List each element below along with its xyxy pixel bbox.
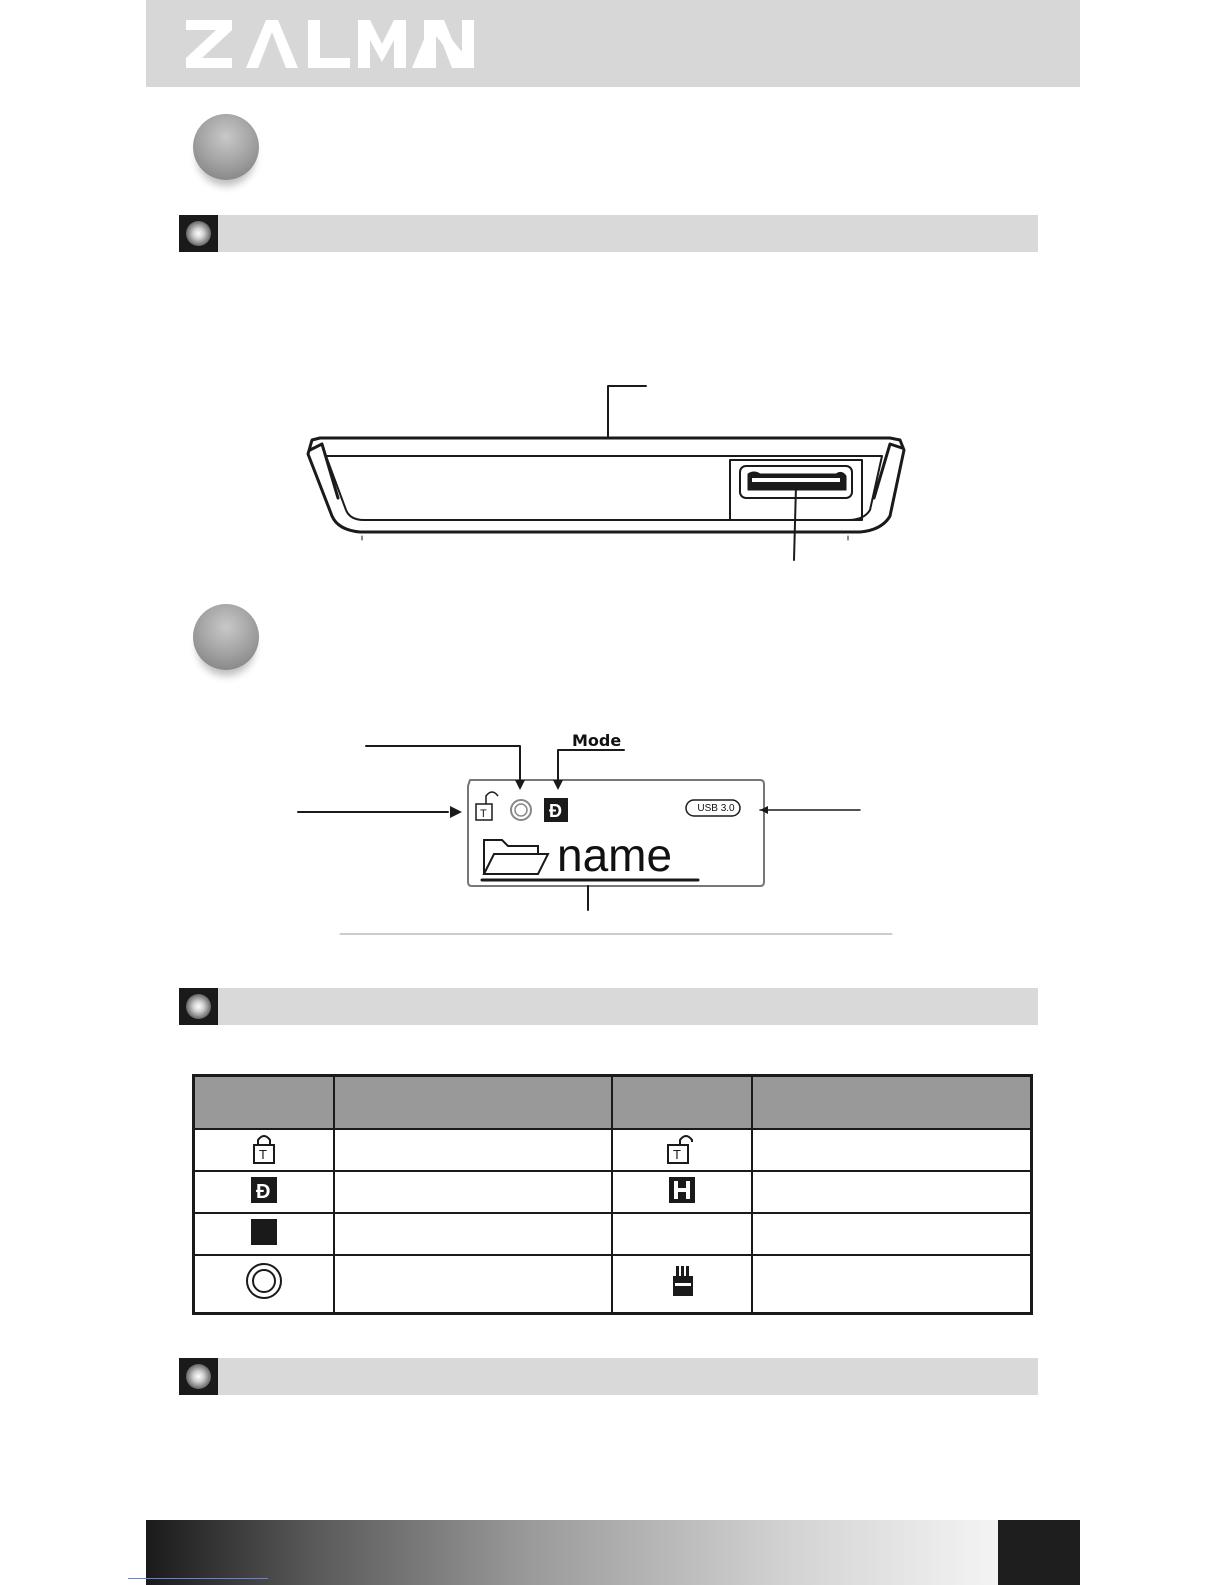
svg-text:T: T xyxy=(673,1146,682,1162)
section-bar-3 xyxy=(179,1358,1038,1395)
table-cell-icon xyxy=(194,1129,334,1171)
table-cell-text xyxy=(334,1129,613,1171)
table-cell-icon xyxy=(612,1129,751,1171)
table-cell-text xyxy=(752,1171,1032,1213)
table-cell-text xyxy=(334,1255,613,1313)
section-bullet-sphere xyxy=(193,114,259,180)
table-cell-icon xyxy=(612,1171,751,1213)
table-row xyxy=(194,1255,1032,1313)
table-header-cell xyxy=(194,1076,334,1130)
section-bar-2 xyxy=(179,988,1038,1025)
table-header-row xyxy=(194,1076,1032,1130)
svg-text:Đ: Đ xyxy=(549,801,562,821)
table-header-cell xyxy=(612,1076,751,1130)
footer-page-box xyxy=(998,1520,1080,1585)
filled-square-icon xyxy=(249,1217,279,1247)
logo-letter-n-icon xyxy=(420,20,480,70)
table-cell-text xyxy=(752,1255,1032,1313)
footer-link-underline xyxy=(128,1578,268,1579)
double-circle-icon xyxy=(244,1261,284,1301)
table-cell-text xyxy=(752,1129,1032,1171)
lock-open-icon xyxy=(664,1131,700,1165)
table-cell-text xyxy=(334,1213,613,1255)
icon-legend-table xyxy=(192,1074,1033,1315)
table-header-cell xyxy=(334,1076,613,1130)
svg-text:Đ: Đ xyxy=(255,1180,271,1203)
footer-gradient-band xyxy=(146,1520,998,1585)
mode-label: Mode xyxy=(572,731,622,750)
bar-bullet-icon xyxy=(179,988,218,1025)
table-cell-icon xyxy=(194,1171,334,1213)
lock-closed-icon xyxy=(249,1131,279,1165)
table-cell-icon xyxy=(194,1255,334,1313)
table-header-cell xyxy=(752,1076,1032,1130)
table-row xyxy=(194,1129,1032,1171)
section-bar-1 xyxy=(179,215,1038,252)
bar-bullet-icon xyxy=(179,215,218,252)
svg-text:T: T xyxy=(258,1146,267,1162)
usb-badge-text: USB 3.0 xyxy=(697,803,735,814)
connector-icon xyxy=(667,1264,697,1298)
table-cell-text xyxy=(334,1171,613,1213)
table-row xyxy=(194,1213,1032,1255)
svg-text:T: T xyxy=(480,808,487,820)
h-mode-icon xyxy=(667,1175,697,1205)
table-row xyxy=(194,1171,1032,1213)
table-cell-icon xyxy=(612,1213,751,1255)
table-cell-icon xyxy=(194,1213,334,1255)
section-bullet-sphere xyxy=(193,604,259,670)
d-mode-icon xyxy=(249,1175,279,1205)
device-side-view-figure xyxy=(300,378,920,578)
table-cell-text xyxy=(752,1213,1032,1255)
folder-name-text: name xyxy=(557,829,673,881)
table-cell-icon xyxy=(612,1255,751,1313)
bar-bullet-icon xyxy=(179,1358,218,1395)
